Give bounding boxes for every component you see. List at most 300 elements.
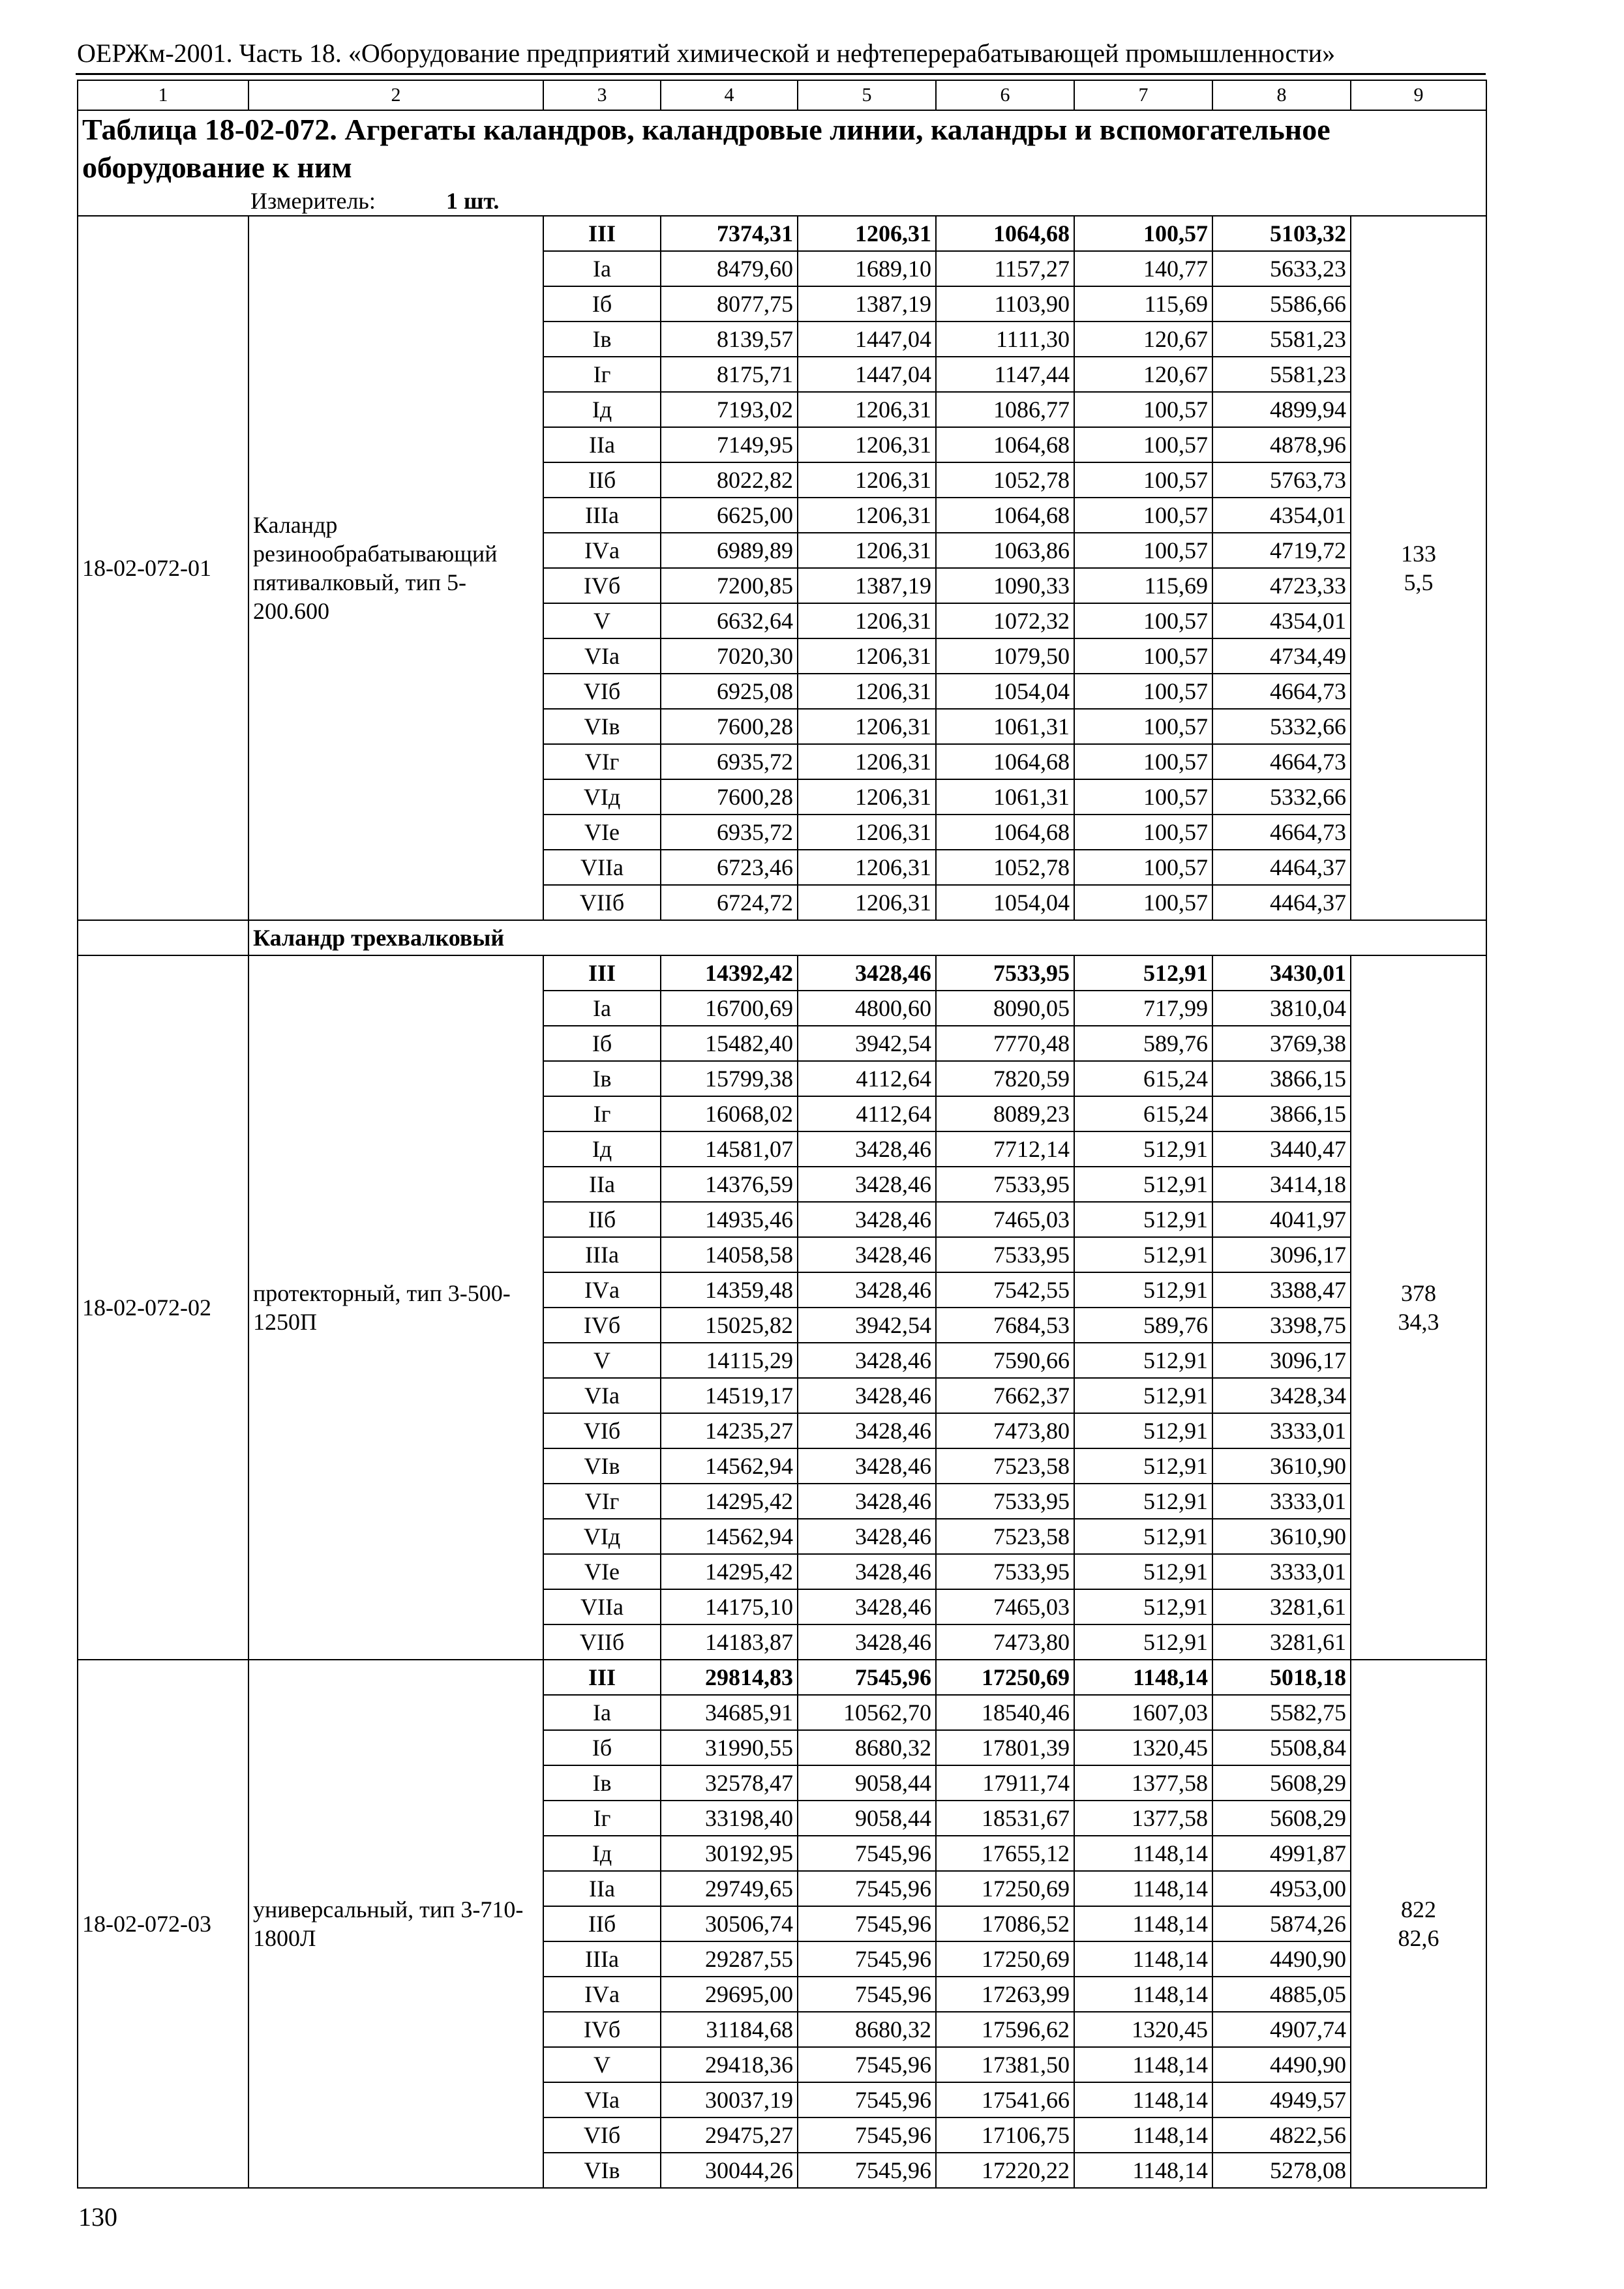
zone-code: IIIа: [543, 1237, 661, 1272]
value-cell: 29695,00: [661, 1977, 798, 2012]
value-cell: 1054,04: [936, 674, 1074, 709]
value-cell: 14175,10: [661, 1589, 798, 1624]
value-cell: 6723,46: [661, 850, 798, 885]
value-cell: 1063,86: [936, 533, 1074, 568]
value-cell: 7545,96: [798, 1977, 936, 2012]
value-cell: 100,57: [1074, 498, 1212, 533]
value-cell: 5508,84: [1212, 1730, 1351, 1765]
zone-code: Iд: [543, 392, 661, 427]
value-cell: 14562,94: [661, 1448, 798, 1484]
value-cell: 4112,64: [798, 1061, 936, 1096]
value-cell: 4949,57: [1212, 2082, 1351, 2117]
table-row: [78, 955, 1486, 991]
value-cell: 7533,95: [936, 1554, 1074, 1589]
value-cell: 4991,87: [1212, 1836, 1351, 1871]
value-cell: 1447,04: [798, 357, 936, 392]
value-cell: 512,91: [1074, 1272, 1212, 1308]
value-cell: 1607,03: [1074, 1695, 1212, 1730]
value-cell: 3281,61: [1212, 1589, 1351, 1624]
value-cell: 1320,45: [1074, 1730, 1212, 1765]
value-cell: 3333,01: [1212, 1554, 1351, 1589]
value-cell: 3428,46: [798, 1589, 936, 1624]
value-cell: 1103,90: [936, 286, 1074, 322]
value-cell: 7545,96: [798, 1906, 936, 1941]
value-cell: 1206,31: [798, 744, 936, 779]
value-cell: 17106,75: [936, 2117, 1074, 2153]
value-cell: 615,24: [1074, 1061, 1212, 1096]
value-cell: 7149,95: [661, 427, 798, 462]
value-cell: 1377,58: [1074, 1765, 1212, 1801]
value-cell: 7684,53: [936, 1308, 1074, 1343]
value-cell: 14519,17: [661, 1378, 798, 1413]
value-cell: 6935,72: [661, 744, 798, 779]
zone-code: IVа: [543, 533, 661, 568]
value-cell: 4723,33: [1212, 568, 1351, 603]
value-cell: 4907,74: [1212, 2012, 1351, 2047]
value-cell: 17911,74: [936, 1765, 1074, 1801]
zone-code: IIIа: [543, 1941, 661, 1977]
value-cell: 115,69: [1074, 568, 1212, 603]
value-cell: 1148,14: [1074, 2153, 1212, 2188]
value-cell: 7193,02: [661, 392, 798, 427]
value-cell: 4112,64: [798, 1096, 936, 1131]
rate-name: Каландр резинообрабатывающий пятивалковый, тип 5-200.600: [248, 216, 543, 920]
zone-code: V: [543, 603, 661, 638]
zone-code: VIв: [543, 1448, 661, 1484]
value-cell: 14295,42: [661, 1554, 798, 1589]
zone-code: IIб: [543, 1202, 661, 1237]
value-cell: 16068,02: [661, 1096, 798, 1131]
value-cell: 4734,49: [1212, 638, 1351, 674]
zone-code: IIIа: [543, 498, 661, 533]
value-cell: 512,91: [1074, 1554, 1212, 1589]
value-cell: 30037,19: [661, 2082, 798, 2117]
column-number: 7: [1074, 80, 1212, 110]
value-cell: 1387,19: [798, 568, 936, 603]
value-cell: 17250,69: [936, 1941, 1074, 1977]
value-cell: 14235,27: [661, 1413, 798, 1448]
zone-code: Iа: [543, 991, 661, 1026]
value-cell: 3428,46: [798, 1202, 936, 1237]
value-cell: 7770,48: [936, 1026, 1074, 1061]
value-cell: 4354,01: [1212, 498, 1351, 533]
value-cell: 29475,27: [661, 2117, 798, 2153]
value-cell: 8077,75: [661, 286, 798, 322]
rates-table: [77, 80, 1487, 2189]
value-cell: 4800,60: [798, 991, 936, 1026]
zone-code: Iб: [543, 1026, 661, 1061]
value-cell: 3428,46: [798, 1554, 936, 1589]
value-cell: 512,91: [1074, 1131, 1212, 1167]
value-cell: 1689,10: [798, 251, 936, 286]
value-cell: 1072,32: [936, 603, 1074, 638]
value-cell: 17801,39: [936, 1730, 1074, 1765]
zone-code: VIв: [543, 709, 661, 744]
value-cell: 1206,31: [798, 850, 936, 885]
value-cell: 7020,30: [661, 638, 798, 674]
value-cell: 7533,95: [936, 1167, 1074, 1202]
value-cell: 115,69: [1074, 286, 1212, 322]
zone-code: VIе: [543, 1554, 661, 1589]
zone-code: Iд: [543, 1836, 661, 1871]
value-cell: 7545,96: [798, 2117, 936, 2153]
value-cell: 3810,04: [1212, 991, 1351, 1026]
group-heading-row: [78, 920, 1486, 955]
value-cell: 8680,32: [798, 2012, 936, 2047]
value-cell: 512,91: [1074, 1343, 1212, 1378]
column9-value: 378: [1401, 1280, 1436, 1306]
value-cell: 7545,96: [798, 2047, 936, 2082]
zone-code: VIIа: [543, 850, 661, 885]
value-cell: 4953,00: [1212, 1871, 1351, 1906]
value-cell: 512,91: [1074, 955, 1212, 991]
value-cell: 4464,37: [1212, 850, 1351, 885]
value-cell: 6989,89: [661, 533, 798, 568]
column9-cell: [1351, 216, 1486, 920]
value-cell: 7545,96: [798, 2082, 936, 2117]
value-cell: 512,91: [1074, 1237, 1212, 1272]
value-cell: 7473,80: [936, 1624, 1074, 1660]
value-cell: 7590,66: [936, 1343, 1074, 1378]
value-cell: 3428,46: [798, 1448, 936, 1484]
value-cell: 5586,66: [1212, 286, 1351, 322]
zone-code: IVб: [543, 1308, 661, 1343]
value-cell: 1206,31: [798, 885, 936, 920]
value-cell: 17263,99: [936, 1977, 1074, 2012]
value-cell: 3942,54: [798, 1308, 936, 1343]
zone-code: VIа: [543, 638, 661, 674]
column-number: 4: [661, 80, 798, 110]
column9-cell: [1351, 1660, 1486, 2188]
value-cell: 120,67: [1074, 357, 1212, 392]
value-cell: 3096,17: [1212, 1343, 1351, 1378]
value-cell: 5582,75: [1212, 1695, 1351, 1730]
zone-code: IVа: [543, 1977, 661, 2012]
zone-code: VIа: [543, 2082, 661, 2117]
value-cell: 3428,46: [798, 1484, 936, 1519]
table-title: Таблица 18-02-072. Агрегаты каландров, каландровые линии, каландры и вспомогательное оборудование к ним: [82, 113, 1331, 184]
value-cell: 32578,47: [661, 1765, 798, 1801]
column-number: 2: [248, 80, 543, 110]
column-number: 1: [78, 80, 248, 110]
value-cell: 8175,71: [661, 357, 798, 392]
value-cell: 17655,12: [936, 1836, 1074, 1871]
value-cell: 7820,59: [936, 1061, 1074, 1096]
value-cell: 4899,94: [1212, 392, 1351, 427]
rate-code: 18-02-072-02: [78, 955, 248, 1660]
value-cell: 7374,31: [661, 216, 798, 251]
unit-line: [82, 187, 1482, 215]
value-cell: 3428,46: [798, 1343, 936, 1378]
column9-value: 133: [1401, 541, 1436, 567]
value-cell: 7600,28: [661, 709, 798, 744]
value-cell: 4885,05: [1212, 1977, 1351, 2012]
value-cell: 1061,31: [936, 709, 1074, 744]
value-cell: 100,57: [1074, 638, 1212, 674]
zone-code: Iб: [543, 286, 661, 322]
value-cell: 3428,46: [798, 1624, 936, 1660]
value-cell: 4664,73: [1212, 674, 1351, 709]
zone-code: VIа: [543, 1378, 661, 1413]
value-cell: 512,91: [1074, 1589, 1212, 1624]
value-cell: 4822,56: [1212, 2117, 1351, 2153]
value-cell: 17086,52: [936, 1906, 1074, 1941]
value-cell: 15025,82: [661, 1308, 798, 1343]
zone-code: Iв: [543, 1765, 661, 1801]
value-cell: 717,99: [1074, 991, 1212, 1026]
value-cell: 14562,94: [661, 1519, 798, 1554]
value-cell: 1157,27: [936, 251, 1074, 286]
value-cell: 14581,07: [661, 1131, 798, 1167]
value-cell: 7545,96: [798, 1941, 936, 1977]
value-cell: 7545,96: [798, 1871, 936, 1906]
value-cell: 3388,47: [1212, 1272, 1351, 1308]
value-cell: 3866,15: [1212, 1061, 1351, 1096]
value-cell: 9058,44: [798, 1765, 936, 1801]
value-cell: 6632,64: [661, 603, 798, 638]
column9-cell: [1351, 955, 1486, 1660]
value-cell: 14115,29: [661, 1343, 798, 1378]
value-cell: 1090,33: [936, 568, 1074, 603]
value-cell: 1377,58: [1074, 1801, 1212, 1836]
value-cell: 5608,29: [1212, 1801, 1351, 1836]
value-cell: 3398,75: [1212, 1308, 1351, 1343]
value-cell: 1148,14: [1074, 2082, 1212, 2117]
value-cell: 1061,31: [936, 779, 1074, 815]
value-cell: 1148,14: [1074, 2117, 1212, 2153]
value-cell: 1206,31: [798, 427, 936, 462]
value-cell: 5874,26: [1212, 1906, 1351, 1941]
value-cell: 512,91: [1074, 1448, 1212, 1484]
zone-code: VIIб: [543, 885, 661, 920]
value-cell: 33198,40: [661, 1801, 798, 1836]
zone-code: Iг: [543, 1096, 661, 1131]
value-cell: 29814,83: [661, 1660, 798, 1695]
zone-code: IIб: [543, 1906, 661, 1941]
value-cell: 1052,78: [936, 462, 1074, 498]
value-cell: 15799,38: [661, 1061, 798, 1096]
value-cell: 1206,31: [798, 533, 936, 568]
value-cell: 3428,46: [798, 1413, 936, 1448]
value-cell: 5278,08: [1212, 2153, 1351, 2188]
value-cell: 17250,69: [936, 1660, 1074, 1695]
value-cell: 1111,30: [936, 322, 1074, 357]
rate-name: универсальный, тип 3-710-1800Л: [248, 1660, 543, 2188]
value-cell: 3428,46: [798, 1167, 936, 1202]
value-cell: 1206,31: [798, 638, 936, 674]
zone-code: Iа: [543, 251, 661, 286]
value-cell: 3414,18: [1212, 1167, 1351, 1202]
value-cell: 100,57: [1074, 216, 1212, 251]
value-cell: 7533,95: [936, 1237, 1074, 1272]
value-cell: 4041,97: [1212, 1202, 1351, 1237]
value-cell: 1206,31: [798, 216, 936, 251]
column-numbers-row: [78, 80, 1486, 110]
zone-code: Iб: [543, 1730, 661, 1765]
value-cell: 1064,68: [936, 744, 1074, 779]
zone-code: VIб: [543, 1413, 661, 1448]
value-cell: 1206,31: [798, 674, 936, 709]
value-cell: 4354,01: [1212, 603, 1351, 638]
value-cell: 1206,31: [798, 498, 936, 533]
value-cell: 4878,96: [1212, 427, 1351, 462]
value-cell: 9058,44: [798, 1801, 936, 1836]
value-cell: 31184,68: [661, 2012, 798, 2047]
zone-code: VIд: [543, 779, 661, 815]
value-cell: 7200,85: [661, 568, 798, 603]
zone-code: VIб: [543, 2117, 661, 2153]
zone-code: IIа: [543, 1871, 661, 1906]
value-cell: 512,91: [1074, 1624, 1212, 1660]
value-cell: 615,24: [1074, 1096, 1212, 1131]
column9-value: 5,5: [1404, 569, 1434, 595]
zone-code: V: [543, 2047, 661, 2082]
value-cell: 16700,69: [661, 991, 798, 1026]
value-cell: 3430,01: [1212, 955, 1351, 991]
value-cell: 30044,26: [661, 2153, 798, 2188]
value-cell: 4490,90: [1212, 1941, 1351, 1977]
value-cell: 5608,29: [1212, 1765, 1351, 1801]
value-cell: 7465,03: [936, 1589, 1074, 1624]
value-cell: 1206,31: [798, 392, 936, 427]
value-cell: 100,57: [1074, 427, 1212, 462]
rate-code: 18-02-072-01: [78, 216, 248, 920]
value-cell: 1148,14: [1074, 1836, 1212, 1871]
value-cell: 17381,50: [936, 2047, 1074, 2082]
value-cell: 1086,77: [936, 392, 1074, 427]
value-cell: 7523,58: [936, 1519, 1074, 1554]
value-cell: 512,91: [1074, 1167, 1212, 1202]
value-cell: 7545,96: [798, 1836, 936, 1871]
value-cell: 18531,67: [936, 1801, 1074, 1836]
value-cell: 14376,59: [661, 1167, 798, 1202]
value-cell: 1147,44: [936, 357, 1074, 392]
value-cell: 100,57: [1074, 709, 1212, 744]
value-cell: 29749,65: [661, 1871, 798, 1906]
value-cell: 512,91: [1074, 1202, 1212, 1237]
zone-code: VIд: [543, 1519, 661, 1554]
value-cell: 7545,96: [798, 1660, 936, 1695]
value-cell: 3428,46: [798, 1378, 936, 1413]
zone-code: VIIб: [543, 1624, 661, 1660]
value-cell: 1206,31: [798, 779, 936, 815]
value-cell: 5332,66: [1212, 779, 1351, 815]
value-cell: 17596,62: [936, 2012, 1074, 2047]
value-cell: 3428,46: [798, 1519, 936, 1554]
value-cell: 7662,37: [936, 1378, 1074, 1413]
table-row: [78, 1660, 1486, 1695]
value-cell: 3428,46: [798, 955, 936, 991]
unit-value: 1 шт.: [446, 188, 500, 214]
value-cell: 3440,47: [1212, 1131, 1351, 1167]
column-number: 5: [798, 80, 936, 110]
value-cell: 7545,96: [798, 2153, 936, 2188]
zone-code: VIIа: [543, 1589, 661, 1624]
value-cell: 3942,54: [798, 1026, 936, 1061]
value-cell: 1206,31: [798, 815, 936, 850]
value-cell: 15482,40: [661, 1026, 798, 1061]
value-cell: 4719,72: [1212, 533, 1351, 568]
value-cell: 100,57: [1074, 744, 1212, 779]
value-cell: 5018,18: [1212, 1660, 1351, 1695]
value-cell: 3428,46: [798, 1272, 936, 1308]
title-row: [78, 110, 1486, 216]
value-cell: 1206,31: [798, 462, 936, 498]
zone-code: Iв: [543, 322, 661, 357]
value-cell: 512,91: [1074, 1378, 1212, 1413]
value-cell: 1052,78: [936, 850, 1074, 885]
zone-code: Iв: [543, 1061, 661, 1096]
value-cell: 1148,14: [1074, 2047, 1212, 2082]
value-cell: 1447,04: [798, 322, 936, 357]
value-cell: 3769,38: [1212, 1026, 1351, 1061]
column-number: 9: [1351, 80, 1486, 110]
value-cell: 100,57: [1074, 603, 1212, 638]
value-cell: 7712,14: [936, 1131, 1074, 1167]
value-cell: 100,57: [1074, 850, 1212, 885]
zone-code: Iд: [543, 1131, 661, 1167]
value-cell: 100,57: [1074, 779, 1212, 815]
value-cell: 1148,14: [1074, 1977, 1212, 2012]
value-cell: 10562,70: [798, 1695, 936, 1730]
value-cell: 8022,82: [661, 462, 798, 498]
column9-value: 34,3: [1398, 1309, 1439, 1335]
value-cell: 14295,42: [661, 1484, 798, 1519]
page-header: ОЕРЖм-2001. Часть 18. «Оборудование предприятий химической и нефтеперерабатывающей промышленности»: [77, 38, 1336, 68]
value-cell: 7465,03: [936, 1202, 1074, 1237]
value-cell: 29287,55: [661, 1941, 798, 1977]
value-cell: 5581,23: [1212, 357, 1351, 392]
zone-code: IVа: [543, 1272, 661, 1308]
unit-label: Измеритель:: [250, 188, 376, 214]
value-cell: 3333,01: [1212, 1484, 1351, 1519]
value-cell: 14058,58: [661, 1237, 798, 1272]
value-cell: 3610,90: [1212, 1448, 1351, 1484]
title-cell: [78, 110, 1486, 216]
value-cell: 8680,32: [798, 1730, 936, 1765]
value-cell: 3428,46: [798, 1237, 936, 1272]
zone-code: VIе: [543, 815, 661, 850]
value-cell: 5581,23: [1212, 322, 1351, 357]
value-cell: 3281,61: [1212, 1624, 1351, 1660]
value-cell: 3096,17: [1212, 1237, 1351, 1272]
header-rule: [76, 73, 1486, 75]
value-cell: 1148,14: [1074, 1906, 1212, 1941]
table-body: [78, 80, 1486, 2188]
value-cell: 6625,00: [661, 498, 798, 533]
value-cell: 100,57: [1074, 392, 1212, 427]
value-cell: 100,57: [1074, 885, 1212, 920]
zone-code: IIа: [543, 1167, 661, 1202]
value-cell: 18540,46: [936, 1695, 1074, 1730]
value-cell: 7600,28: [661, 779, 798, 815]
rate-code: 18-02-072-03: [78, 1660, 248, 2188]
value-cell: 7473,80: [936, 1413, 1074, 1448]
value-cell: 17250,69: [936, 1871, 1074, 1906]
value-cell: 7523,58: [936, 1448, 1074, 1484]
column-number: 8: [1212, 80, 1351, 110]
value-cell: 1064,68: [936, 498, 1074, 533]
value-cell: 1054,04: [936, 885, 1074, 920]
zone-code: VIв: [543, 2153, 661, 2188]
page-number: 130: [78, 2202, 117, 2232]
value-cell: 8139,57: [661, 322, 798, 357]
value-cell: 8089,23: [936, 1096, 1074, 1131]
value-cell: 120,67: [1074, 322, 1212, 357]
value-cell: 589,76: [1074, 1308, 1212, 1343]
value-cell: 7542,55: [936, 1272, 1074, 1308]
value-cell: 34685,91: [661, 1695, 798, 1730]
